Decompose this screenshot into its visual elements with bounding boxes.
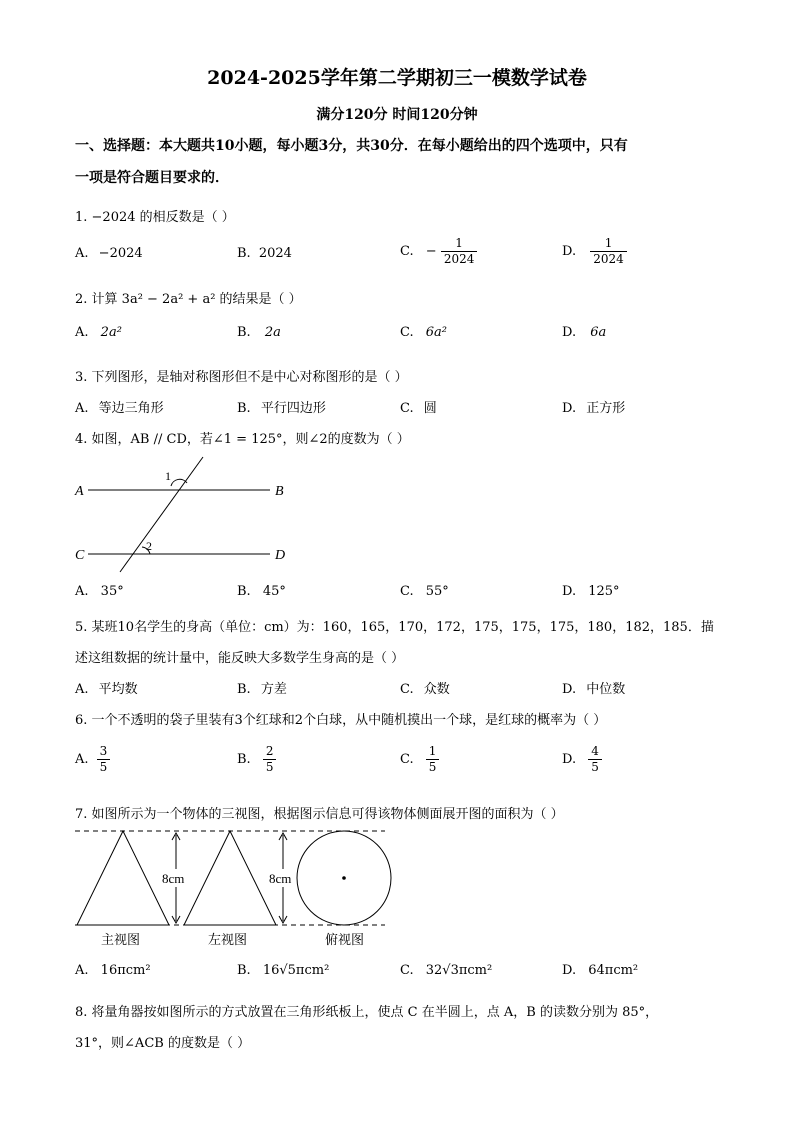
question-4-option-b <box>237 584 286 599</box>
question-2-option-b <box>237 325 281 340</box>
option-label: A. <box>75 682 89 697</box>
option-label: D. <box>562 752 577 767</box>
option-text: 125° <box>588 584 620 599</box>
question-3-option-c <box>400 397 437 416</box>
minus-sign: − <box>425 244 437 259</box>
option-text: −2024 <box>98 246 143 261</box>
section-header-line1: 一、选择题：本大题共10小题，每小题3分，共30分．在每小题给出的四个选项中，只有 <box>75 138 628 154</box>
question-1-stem: 1. −2024 的相反数是（ ） <box>75 210 235 225</box>
option-text: 众数 <box>423 682 450 697</box>
option-text: 正方形 <box>586 401 626 416</box>
exam-title: 2024-2025学年第二学期初三一模数学试卷 <box>207 67 587 89</box>
question-3-option-a <box>75 397 164 416</box>
question-2-stem: 2. 计算 3a² − 2a² + a² 的结果是（ ） <box>75 292 302 307</box>
option-text: 中位数 <box>586 682 626 697</box>
option-label: D. <box>562 584 577 599</box>
option-label: B. <box>237 682 251 697</box>
option-text: 35° <box>100 584 124 599</box>
fraction-numerator: 1 <box>590 236 627 252</box>
option-text: 方差 <box>260 682 287 697</box>
point-a-label: A <box>75 484 84 499</box>
option-label: B. <box>237 752 251 767</box>
fraction <box>441 236 478 267</box>
option-label: D. <box>562 244 577 259</box>
option-text: 圆 <box>423 401 437 416</box>
option-text: 16√5πcm² <box>262 963 330 978</box>
transversal <box>120 457 203 572</box>
question-6-option-b <box>237 744 276 775</box>
option-label: D. <box>562 963 577 978</box>
question-5-line2: 述这组数据的统计量中，能反映大多数学生身高的是（ ） <box>75 651 405 666</box>
question-6-option-a <box>75 744 110 775</box>
option-text: 6a² <box>425 325 447 340</box>
question-7-option-d <box>562 963 638 978</box>
question-7-option-a <box>75 963 151 978</box>
front-view-caption: 主视图 <box>101 932 141 947</box>
fraction-denominator: 5 <box>591 760 599 774</box>
question-5-option-b <box>237 678 287 697</box>
question-2-option-a <box>75 325 122 340</box>
option-label: B. <box>237 963 251 978</box>
option-label: C. <box>400 752 414 767</box>
center-point <box>342 876 346 880</box>
question-4-option-d <box>562 584 620 599</box>
question-8-line2: 31°，则∠ACB 的度数是（ ） <box>75 1036 251 1051</box>
question-8-line1: 8. 将量角器按如图所示的方式放置在三角形纸板上，使点 C 在半圆上，点 A，B 的读数分别为 85°， <box>75 1005 659 1020</box>
option-label: A. <box>75 584 89 599</box>
option-text: 平行四边形 <box>260 401 326 416</box>
section-header-line2: 一项是符合题目要求的． <box>75 170 229 186</box>
fraction <box>426 744 440 775</box>
option-label: A. <box>75 963 89 978</box>
question-2-option-d <box>562 325 606 340</box>
option-text: 2a <box>264 325 281 340</box>
option-label: D. <box>562 325 577 340</box>
fraction-denominator: 5 <box>265 760 274 774</box>
question-3-stem: 3. 下列图形，是轴对称图形但不是中心对称图形的是（ ） <box>75 370 408 385</box>
point-c-label: C <box>75 548 85 563</box>
point-b-label: B <box>275 484 284 499</box>
three-views-figure <box>70 824 400 952</box>
option-label: D. <box>562 682 577 697</box>
question-6-option-c <box>400 744 439 775</box>
option-label: A. <box>75 246 89 261</box>
question-4-stem: 4. 如图，AB // CD，若∠1 = 125°，则∠2的度数为（ ） <box>75 432 410 447</box>
option-label: B. <box>237 246 251 261</box>
option-label: D. <box>562 401 577 416</box>
option-text: 64πcm² <box>588 963 639 978</box>
option-text: 32√3πcm² <box>425 963 493 978</box>
option-label: C. <box>400 244 414 259</box>
option-label: B. <box>237 325 251 340</box>
question-5-option-c <box>400 678 450 697</box>
parallel-lines-figure <box>70 450 300 575</box>
question-3-option-b <box>237 397 326 416</box>
fraction-numerator: 2 <box>263 744 277 760</box>
fraction-numerator: 3 <box>97 744 111 760</box>
fraction <box>263 744 277 775</box>
option-label: A. <box>75 752 89 767</box>
point-d-label: D <box>275 548 286 563</box>
question-5-line1: 5. 某班10名学生的身高（单位：cm）为：160，165，170，172，175，175，175，180，182，185．描 <box>75 620 714 635</box>
question-7-option-b <box>237 963 329 978</box>
option-label: B. <box>237 401 251 416</box>
option-label: C. <box>400 325 414 340</box>
fraction-denominator: 2024 <box>443 252 475 266</box>
fraction <box>590 236 627 267</box>
height-label-2: 8cm <box>269 871 292 886</box>
height-label-1: 8cm <box>162 871 185 886</box>
question-7-option-c <box>400 963 492 978</box>
option-label: A. <box>75 401 89 416</box>
fraction <box>588 744 602 775</box>
question-1-option-d <box>562 236 627 267</box>
top-view-caption: 俯视图 <box>325 932 365 947</box>
option-text: 平均数 <box>98 682 138 697</box>
question-1-option-a <box>75 246 143 261</box>
question-5-option-a <box>75 678 138 697</box>
option-text: 16πcm² <box>100 963 151 978</box>
option-label: C. <box>400 401 414 416</box>
question-1-option-c <box>400 236 477 267</box>
question-6-option-d <box>562 744 602 775</box>
left-view-caption: 左视图 <box>208 932 248 947</box>
option-text: 6a <box>590 325 607 340</box>
option-text: 45° <box>262 584 286 599</box>
fraction <box>97 744 111 775</box>
fraction-numerator: 1 <box>426 744 440 760</box>
option-label: A. <box>75 325 89 340</box>
question-2-option-c <box>400 325 447 340</box>
left-view-triangle <box>184 831 276 925</box>
fraction-denominator: 5 <box>99 760 108 774</box>
fraction-numerator: 1 <box>441 236 478 252</box>
fraction-denominator: 2024 <box>593 252 624 266</box>
fraction-numerator: 4 <box>588 744 602 760</box>
option-text: 2a² <box>100 325 122 340</box>
question-6-stem: 6. 一个不透明的袋子里装有3个红球和2个白球，从中随机摸出一个球，是红球的概率为（ ） <box>75 713 607 728</box>
question-5-option-d <box>562 678 625 697</box>
question-4-option-c <box>400 584 449 599</box>
question-3-option-d <box>562 397 625 416</box>
front-view-triangle <box>77 831 169 925</box>
option-text: 55° <box>425 584 449 599</box>
option-label: B. <box>237 584 251 599</box>
option-label: C. <box>400 584 414 599</box>
question-7-stem: 7. 如图所示为一个物体的三视图，根据图示信息可得该物体侧面展开图的面积为（ ） <box>75 807 564 822</box>
question-1-option-b <box>237 246 292 261</box>
option-text: 等边三角形 <box>98 401 164 416</box>
option-label: C. <box>400 682 414 697</box>
angle-2-label: 2 <box>146 539 152 553</box>
option-label: C. <box>400 963 414 978</box>
exam-subtitle: 满分120分 时间120分钟 <box>316 107 478 123</box>
angle-1-label: 1 <box>165 469 171 483</box>
fraction-denominator: 5 <box>428 760 437 774</box>
question-4-option-a <box>75 584 124 599</box>
option-text: 2024 <box>258 246 292 261</box>
